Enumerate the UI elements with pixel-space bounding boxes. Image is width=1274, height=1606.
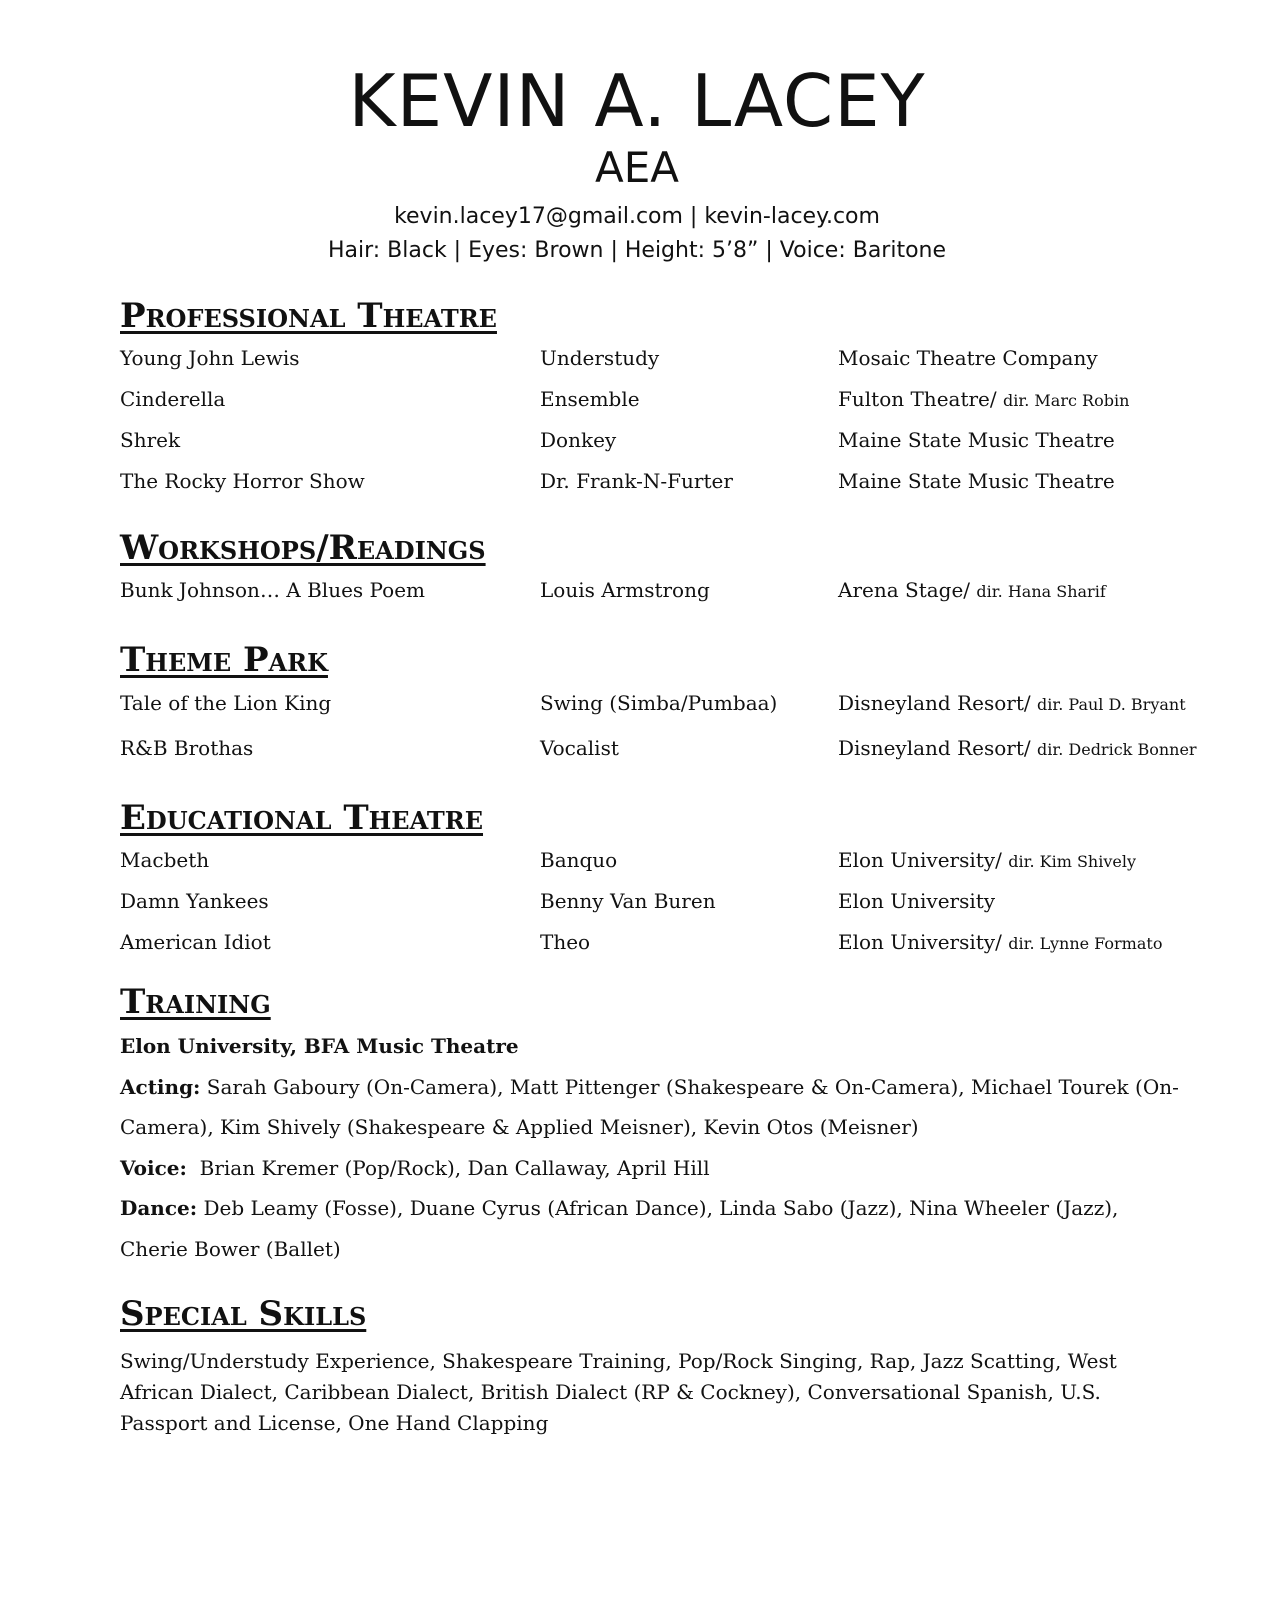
credit-row [120,385,1220,426]
credit-row [120,887,1220,928]
credit-venue [838,887,995,915]
training-school [120,1026,1180,1067]
credit-venue-name: Maine State Music Theatre [838,469,1115,493]
credit-role: Theo [540,930,591,954]
workshops-readings-credits [120,576,1220,617]
credit-venue-name: Disneyland Resort/ [838,736,1031,760]
training-details [120,1026,1180,1269]
credit-venue [838,734,1197,764]
training-acting-label: Acting: [120,1074,201,1099]
credit-role: Donkey [540,428,617,452]
credit-venue-name: Elon University/ [838,930,1002,954]
training-school-name: Elon University, BFA Music Theatre [120,1034,519,1058]
training-dance [120,1188,1180,1269]
credit-venue [838,426,1115,454]
training-acting-teachers: Sarah Gaboury (On-Camera), Matt Pittenger (Shakespeare & On-Camera), Michael Tourek (On-Camera), Kim Shively (Shakespeare & Applied Meisner), Kevin Otos (Meisner) [120,1074,1179,1139]
credit-show: Shrek [120,428,181,452]
credit-director: dir. Lynne Formato [1008,934,1163,953]
credit-show: The Rocky Horror Show [120,469,365,493]
section-title-training: Training [120,982,271,1022]
credit-row [120,846,1220,887]
credit-venue-name: Disneyland Resort/ [838,691,1031,715]
credit-row [120,576,1220,617]
credit-show: Macbeth [120,848,210,872]
section-title-theme-park: Theme Park [120,640,328,680]
credit-director: dir. Marc Robin [1002,391,1130,410]
credit-venue-name: Arena Stage/ [838,578,971,602]
credit-show: Damn Yankees [120,889,269,913]
credit-role: Louis Armstrong [540,578,710,602]
credit-row [120,426,1220,467]
contact-line: kevin.lacey17@gmail.com | kevin-lacey.com [394,204,880,229]
credit-venue-name: Elon University/ [838,848,1002,872]
credit-venue-name: Maine State Music Theatre [838,428,1115,452]
credit-role: Ensemble [540,387,640,411]
credit-venue [838,385,1129,415]
credit-director: dir. Hana Sharif [976,582,1106,601]
credit-venue [838,344,1098,372]
training-dance-label: Dance: [120,1196,198,1220]
credit-director: dir. Dedrick Bonner [1036,740,1197,759]
section-title-workshops-readings: Workshops/Readings [120,528,486,568]
section-title-professional-theatre: Professional Theatre [120,296,497,336]
credit-role: Dr. Frank-N-Furter [540,469,733,493]
credit-director: dir. Kim Shively [1008,852,1136,871]
special-skills-text: Swing/Understudy Experience, Shakespeare Training, Pop/Rock Singing, Rap, Jazz Scatting, West African Dialect, Caribbean Dialect, British Dialect (RP & Cockney), Conversational Spanish, U.S. Passport and License, One Hand Clapping [120,1349,1117,1435]
section-title-special-skills: Special Skills [120,1294,367,1334]
training-voice-label: Voice: [120,1155,187,1180]
credit-row [120,734,1220,775]
training-dance-teachers: Deb Leamy (Fosse), Duane Cyrus (African Dance), Linda Sabo (Jazz), Nina Wheeler (Jazz), Cherie Bower (Ballet) [120,1196,1119,1261]
credit-show: Cinderella [120,387,226,411]
credit-show: Tale of the Lion King [120,691,332,715]
credit-role: Benny Van Buren [540,889,716,913]
credit-show: Young John Lewis [120,346,300,370]
credit-role: Swing (Simba/Pumbaa) [540,691,778,715]
credit-venue [838,846,1136,876]
credit-row [120,928,1220,969]
theme-park-credits [120,689,1220,775]
credit-role: Banquo [540,848,618,872]
physical-stats-line: Hair: Black | Eyes: Brown | Height: 5’8” | Voice: Baritone [327,238,947,263]
training-voice [120,1148,1180,1189]
credit-role: Understudy [540,346,660,370]
credit-row [120,467,1220,508]
credit-role: Vocalist [540,736,619,760]
credit-venue-name: Mosaic Theatre Company [838,346,1098,370]
credit-venue [838,928,1162,958]
credit-row [120,344,1220,385]
actor-name: KEVIN A. LACEY [348,59,926,143]
union-affiliation: AEA [595,143,679,192]
credit-director: dir. Paul D. Bryant [1036,695,1186,714]
credit-venue [838,467,1115,495]
credit-venue-name: Fulton Theatre/ [838,387,997,411]
resume-header [0,58,1274,268]
educational-theatre-credits [120,846,1220,969]
credit-show: Bunk Johnson… A Blues Poem [120,578,426,602]
credit-venue-name: Elon University [838,889,996,913]
training-acting [120,1067,1180,1148]
credit-venue [838,689,1186,719]
credit-venue [838,576,1106,606]
training-voice-teachers: Brian Kremer (Pop/Rock), Dan Callaway, April Hill [186,1155,710,1180]
professional-theatre-credits [120,344,1220,508]
credit-show: American Idiot [120,930,271,954]
section-title-educational-theatre: Educational Theatre [120,798,484,838]
credit-row [120,689,1220,734]
credit-show: R&B Brothas [120,736,254,760]
